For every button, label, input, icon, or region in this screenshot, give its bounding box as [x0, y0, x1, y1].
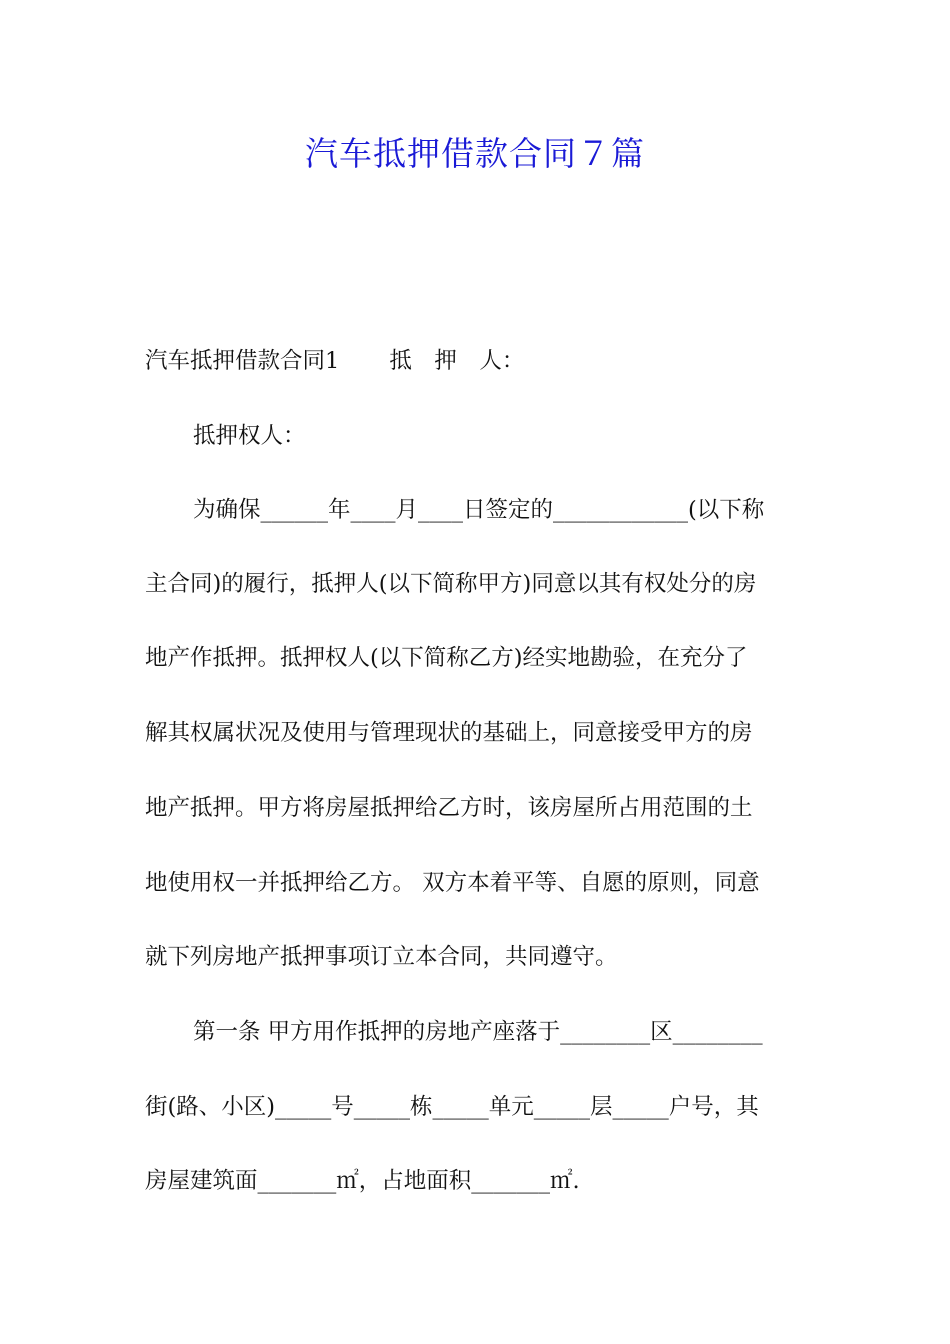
article-line: 房屋建筑面_______㎡，占地面积_______㎡.	[145, 1168, 580, 1194]
paragraph-line: 主合同)的履行，抵押人(以下简称甲方)同意以其有权处分的房	[145, 571, 757, 597]
section-heading-line	[145, 346, 815, 376]
paragraph-line: 地产抵押。甲方将房屋抵押给乙方时，该房屋所占用范围的土	[145, 795, 753, 821]
mortgagor-label: 抵 押 人：	[389, 348, 525, 374]
document-title: 汽车抵押借款合同７篇	[305, 134, 645, 173]
article-line: 第一条 甲方用作抵押的房地产座落于________区________	[193, 1019, 763, 1045]
paragraph-line: 地产作抵押。抵押权人(以下简称乙方)经实地勘验，在充分了	[145, 645, 748, 671]
paragraph-line: 解其权属状况及使用与管理现状的基础上，同意接受甲方的房	[145, 720, 753, 746]
paragraph-line: 为确保______年____月____日签定的____________(以下称	[193, 497, 765, 523]
paragraph-line: 就下列房地产抵押事项订立本合同，共同遵守。	[145, 944, 618, 970]
section-heading: 汽车抵押借款合同1	[145, 348, 340, 374]
paragraph-line: 地使用权一并抵押给乙方。 双方本着平等、自愿的原则，同意	[145, 870, 760, 896]
mortgagee-label: 抵押权人：	[193, 423, 306, 449]
article-line: 街(路、小区)_____号_____栋_____单元_____层_____户号，其	[145, 1094, 759, 1120]
